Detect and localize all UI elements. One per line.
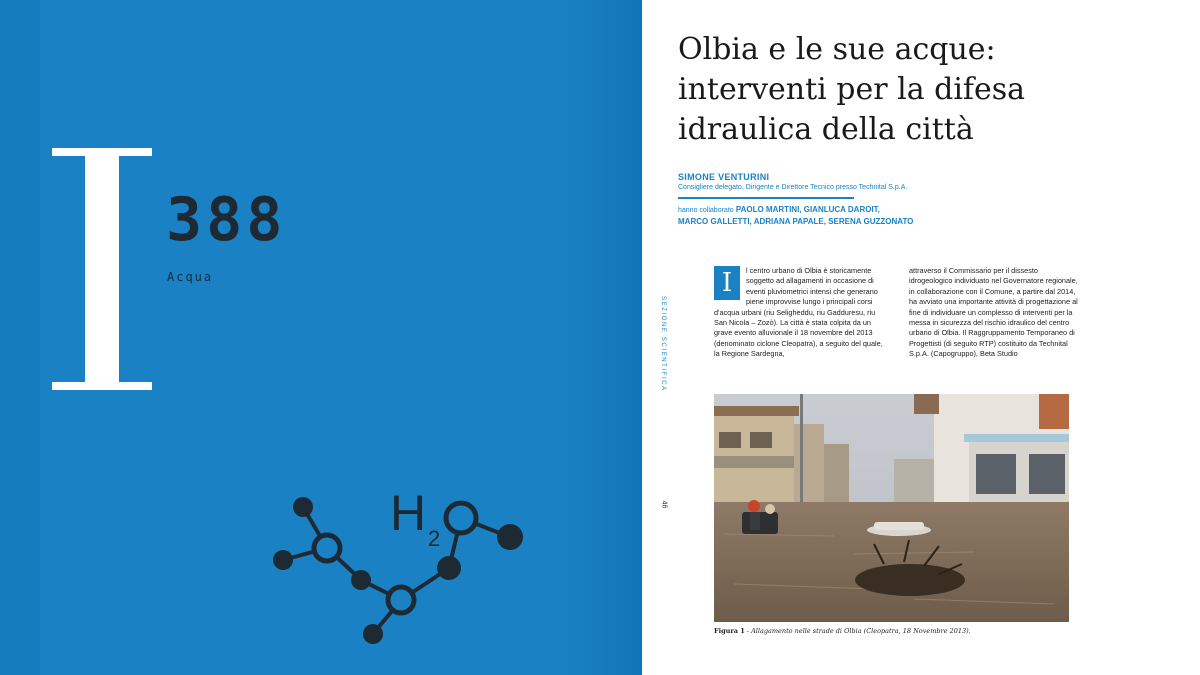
caption-label: Figura 1 — [714, 627, 745, 635]
section-label: Acqua — [167, 270, 214, 284]
right-page — [642, 0, 1200, 675]
left-page-gutter-shade — [552, 0, 642, 675]
author-role: Consigliere delegato, Dirigente e Direttore Tecnico presso Technital S.p.A. — [678, 184, 908, 191]
big-letter-i — [52, 148, 152, 390]
section-number: 388 — [166, 185, 287, 255]
section-side-label — [656, 296, 666, 392]
flood-photo — [714, 394, 1069, 622]
molecule-subscript: 2 — [428, 526, 441, 551]
molecule-h-label: H — [390, 485, 427, 541]
side-label-text: SEZIONE SCIENTIFICA — [660, 296, 666, 392]
page-number: 46 — [660, 500, 668, 509]
left-page-edge — [0, 0, 40, 675]
collaborators-names-2: MARCO GALLETTI, ADRIANA PAPALE, SERENA GUZZONATO — [678, 217, 914, 226]
title-line-2: interventi per la difesa — [678, 72, 1026, 107]
body-column-1 — [714, 266, 884, 360]
caption-text: - Allagamento nelle strade di Olbia (Cleopatra, 18 Novembre 2013). — [744, 627, 971, 635]
drop-cap: I — [714, 266, 740, 300]
collaborators-names-1: PAOLO MARTINI, GIANLUCA DAROIT, — [735, 205, 880, 214]
article-title — [678, 30, 1178, 150]
title-line-1: Olbia e le sue acque: — [678, 32, 996, 67]
author-divider — [678, 197, 854, 199]
figure-caption — [714, 627, 1074, 635]
h2o-molecule-illustration — [260, 480, 540, 660]
collaborators-label: hanno collaborato — [678, 207, 734, 214]
molecule-o-label: O — [490, 510, 491, 511]
body-column-1-text: l centro urbano di Olbia è storicamente soggetto ad allagamenti in occasione di eventi pluviometrici intensi che generano piene improvvise lungo i principali corsi d'acqua urbani (riu Seligheddu, riu Gadduresu, riu San Nicola – Zozò). La città è stata colpita da un grave evento alluvionale il 18 novembre del 2013 (denominato ciclone Cleopatra), a seguito del quale, la Regione Sardegna, — [714, 266, 883, 359]
body-column-2: attraverso il Commissario per il dissesto idrogeologico individuato nel Governatore regionale, in collaborazione con il Comune, a partire dal 2014, ha avviato una importante attività di progettazione al fine di individuare un complesso di interventi per la messa in sicurezza del rischio idraulico del centro urbano di Olbia. Il Raggruppamento Temporaneo di Progettisti (di seguito RTP) costituito da Technital S.p.A. (Capogruppo), Beta Studio — [909, 266, 1078, 359]
author-name: SIMONE VENTURINI — [678, 172, 770, 182]
title-line-3: idraulica della città — [678, 112, 974, 147]
collaborators — [678, 204, 978, 227]
